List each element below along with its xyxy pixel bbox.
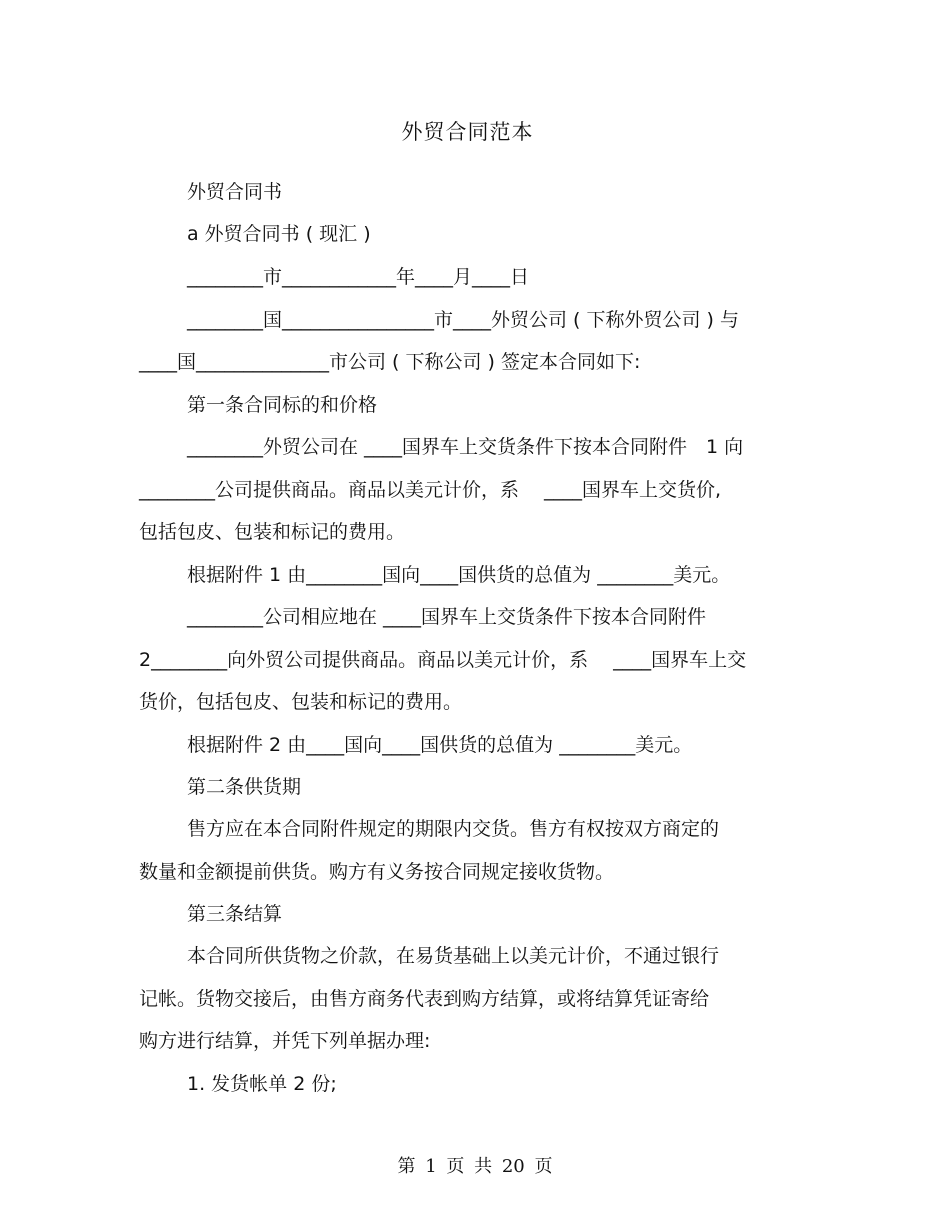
paragraph-line: 本合同所供货物之价款，在易货基础上以美元计价，不通过银行	[187, 945, 720, 967]
paragraph-line: 根据附件 2 由____国向____国供货的总值为 ________美元。	[187, 734, 693, 756]
paragraph-line: 包括包皮、包装和标记的费用。	[139, 521, 406, 543]
paragraph-line: 数量和金额提前供货。购方有义务按合同规定接收货物。	[139, 861, 615, 883]
paragraph-line: ________公司相应地在 ____国界车上交货条件下按本合同附件	[187, 606, 707, 628]
article-heading-1: 第一条合同标的和价格	[187, 394, 378, 416]
article-heading-3: 第三条结算	[187, 903, 283, 925]
paragraph-line: 记帐。货物交接后，由售方商务代表到购方结算，或将结算凭证寄给	[139, 988, 710, 1010]
paragraph-line: 2________向外贸公司提供商品。商品以美元计价，系 ____国界车上交	[139, 649, 747, 671]
paragraph-line: a 外贸合同书 ( 现汇 )	[187, 223, 371, 245]
paragraph-line: ________国________________市____外贸公司 ( 下称外贸公司 ) 与	[187, 309, 739, 331]
paragraph-line: ____国______________市公司 ( 下称公司 ) 签定本合同如下:	[139, 351, 641, 373]
paragraph-line: 根据附件 1 由________国向____国供货的总值为 ________美元。	[187, 564, 731, 586]
paragraph-line: 购方进行结算，并凭下列单据办理:	[139, 1030, 431, 1052]
paragraph-line: ________公司提供商品。商品以美元计价，系 ____国界车上交货价,	[139, 479, 722, 501]
date-line: ________市____________年____月____日	[187, 266, 530, 288]
section-heading-contract: 外贸合同书	[187, 181, 283, 203]
paragraph-line: 货价，包括包皮、包装和标记的费用。	[139, 691, 463, 713]
paragraph-line: ________外贸公司在 ____国界车上交货条件下按本合同附件 1 向	[187, 436, 744, 458]
article-heading-2: 第二条供货期	[187, 776, 302, 798]
page-footer: 第 1 页 共 20 页	[397, 1156, 553, 1177]
paragraph-line: 售方应在本合同附件规定的期限内交货。售方有权按双方商定的	[187, 818, 720, 840]
list-item: 1. 发货帐单 2 份;	[187, 1073, 337, 1095]
document-title: 外贸合同范本	[401, 120, 534, 144]
